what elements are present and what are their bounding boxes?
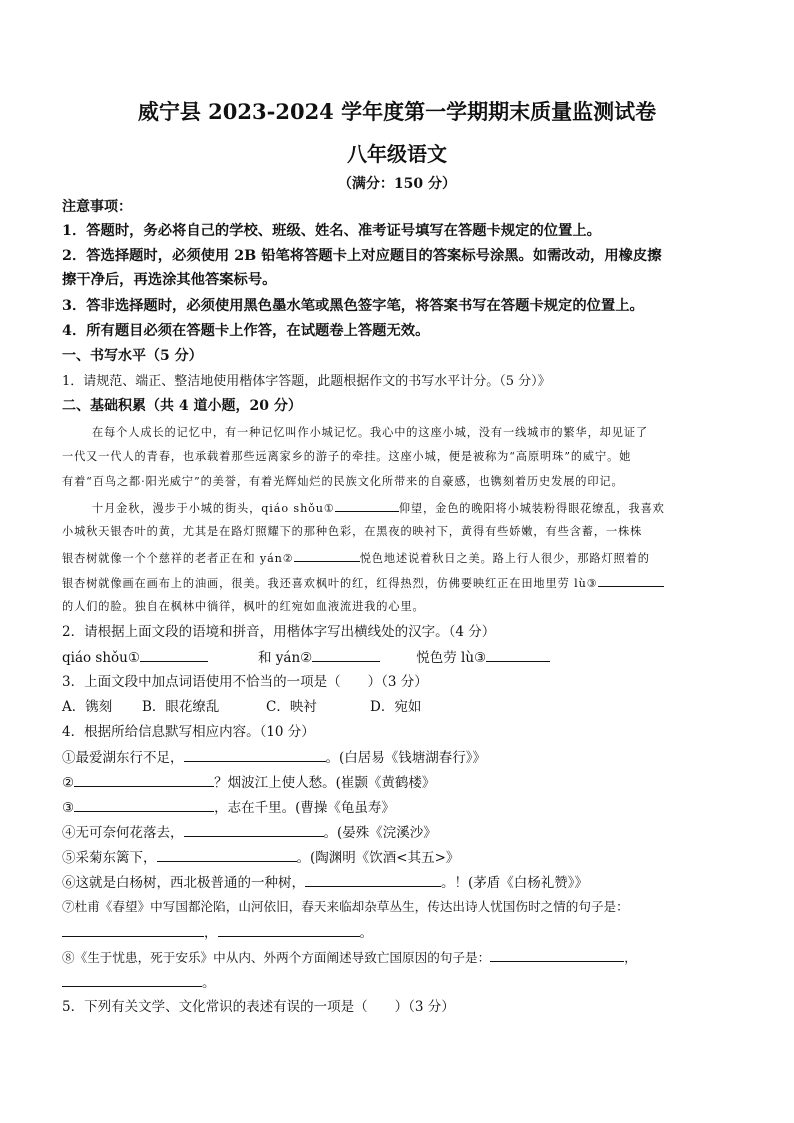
recite-line [62, 772, 435, 793]
recite-line [62, 972, 216, 993]
recite-punct: ， [624, 950, 637, 965]
recite-line [62, 747, 486, 768]
question-5: 5．下列有关文学、文化常识的表述有误的一项是（ ）（3 分） [62, 999, 455, 1015]
option-d[interactable]: D．宛如 [370, 699, 422, 715]
recite-pre: ⑤采菊东篱下， [62, 850, 157, 866]
score-note: （满分：150 分） [337, 176, 457, 192]
recite-post: ，志在千里。(曹操《龟虽寿》 [214, 800, 395, 816]
blank-line [598, 572, 664, 587]
note-item: 擦干净后，再选涂其他答案标号。 [62, 272, 277, 288]
passage-line: 一代又一代人的青春，也承载着那些远离家乡的游子的牵挂。这座小城，便是被称为“高原明珠”的威宁。她 [62, 450, 632, 463]
recite-punct: ， [204, 925, 218, 941]
note-item: 2．答选择题时，必须使用 2B 铅笔将答题卡上对应题目的答案标号涂黑。如需改动，用橡皮擦 [62, 248, 662, 264]
recite-item-7: ⑦杜甫《春望》中写国都沦陷，山河依旧，春天来临却杂草丛生，传达出诗人忧国伤时之情的句子是： [62, 899, 629, 914]
recite-pre: ④无可奈何花落去， [62, 825, 184, 841]
passage-line: 的人们的脸。独自在枫林中徜徉，枫叶的红宛如血液流进我的心里。 [62, 600, 425, 613]
passage-text: 悦色地述说着秋日之美。路上行人很少，那路灯照着的 [359, 552, 650, 565]
option-b[interactable]: B．眼花缭乱 [142, 699, 220, 715]
section-heading: 一、书写水平（5 分） [62, 348, 203, 364]
q2-blank-label: qiáo shǒu① [62, 650, 140, 666]
answer-blank[interactable] [218, 922, 360, 937]
note-item: 4．所有题目必须在答题卡上作答，在试题卷上答题无效。 [62, 323, 430, 339]
q2-blank-label: 和 yán② [257, 650, 313, 666]
recite-line [62, 847, 459, 868]
recite-line [62, 797, 395, 818]
recite-post: ？烟波江上使人愁。(崔颢《黄鹤楼》 [214, 775, 436, 791]
note-item: 1．答题时，务必将自己的学校、班级、姓名、准考证号填写在答题卡规定的位置上。 [62, 223, 601, 239]
answer-blank[interactable] [184, 747, 326, 762]
answer-blank[interactable] [184, 822, 324, 837]
answer-blank[interactable] [312, 647, 380, 662]
passage-line [62, 547, 650, 569]
recite-pre: ⑥这就是白杨树，西北极普通的一种树， [62, 875, 305, 891]
answer-blank[interactable] [486, 647, 550, 662]
recite-item-8 [62, 947, 637, 968]
answer-blank[interactable] [490, 947, 624, 962]
recite-pre: ⑧《生于忧患，死于安乐》中从内、外两个方面阐述导致亡国原因的句子是： [62, 950, 491, 965]
answer-blank[interactable] [74, 797, 214, 812]
answer-blank[interactable] [305, 872, 441, 887]
blank-line [335, 497, 399, 512]
answer-blank[interactable] [74, 772, 214, 787]
recite-punct: 。 [359, 925, 373, 941]
answer-blank[interactable] [157, 847, 297, 862]
recite-post: 。！(茅盾《白杨礼赞》》 [441, 875, 589, 891]
recite-post: 。(白居易《钱塘湖春行》》 [325, 750, 487, 766]
answer-blank[interactable] [140, 647, 208, 662]
recite-punct: 。 [202, 975, 216, 991]
passage-line: 小城秋天银杏叶的黄，尤其是在路灯照耀下的那种色彩，在黑夜的映衬下，黄得有些娇嫩，有些含蓄，一株株 [62, 525, 643, 538]
recite-line [62, 822, 437, 843]
recite-post: 。(晏殊《浣溪沙》 [323, 825, 437, 841]
recite-line [62, 922, 373, 943]
recite-post: 。(陶渊明《饮酒<其五>》 [296, 850, 460, 866]
question-2: 2．请根据上面文段的语境和拼音，用楷体字写出横线处的汉字。（4 分） [62, 624, 496, 640]
notes-heading: 注意事项： [62, 199, 132, 215]
q2-blank-label: 悦色劳 lù③ [416, 650, 487, 666]
exam-subject: 八年级语文 [347, 142, 447, 166]
passage-text: 十月金秋，漫步于小城的街头，qiáo shǒu① [92, 502, 335, 515]
passage-text: 银杏树就像画在画布上的油画，很美。我还喜欢枫叶的红，红得热烈，仿佛要映红正在田地里劳 lù③ [62, 577, 598, 590]
answer-blank[interactable] [62, 922, 204, 937]
note-item: 3．答非选择题时，必须使用黑色墨水笔或黑色签字笔，将答案书写在答题卡规定的位置上。 [62, 298, 644, 314]
passage-line [92, 497, 665, 519]
blank-line [294, 547, 360, 562]
passage-line [62, 572, 664, 594]
recite-pre: ①最爱湖东行不足， [62, 750, 184, 766]
passage-text: 银杏树就像一个个慈祥的老者正在和 yán② [62, 552, 294, 565]
passage-line: 有着“百鸟之都·阳光威宁”的美誉，有着光辉灿烂的民族文化所带来的自豪感，也镌刻着历史发展的印记。 [62, 475, 624, 488]
option-a[interactable]: A．镌刻 [62, 699, 113, 715]
answer-blank[interactable] [62, 972, 202, 987]
passage-line: 在每个人成长的记忆中，有一种记忆叫作小城记忆。我心中的这座小城，没有一线城市的繁华，却见证了 [92, 426, 649, 439]
q3-options [62, 697, 421, 717]
q2-blanks [62, 647, 550, 668]
recite-pre: ③ [62, 800, 75, 816]
option-c[interactable]: C．映衬 [266, 699, 317, 715]
question-3: 3．上面文段中加点词语使用不恰当的一项是（ ）（3 分） [62, 674, 428, 690]
exam-title: 威宁县 2023-2024 学年度第一学期期末质量监测试卷 [137, 99, 657, 124]
question-4: 4．根据所给信息默写相应内容。（10 分） [62, 724, 315, 740]
recite-line [62, 872, 588, 893]
passage-text: 仰望，金色的晚阳将小城装粉得眼花缭乱，我喜欢 [398, 502, 665, 515]
question-1: 1．请规范、端正、整洁地使用楷体字答题，此题根据作文的书写水平计分。（5 分）》 [62, 374, 551, 389]
recite-pre: ② [62, 775, 75, 791]
section-heading: 二、基础积累（共 4 道小题，20 分） [62, 398, 302, 414]
